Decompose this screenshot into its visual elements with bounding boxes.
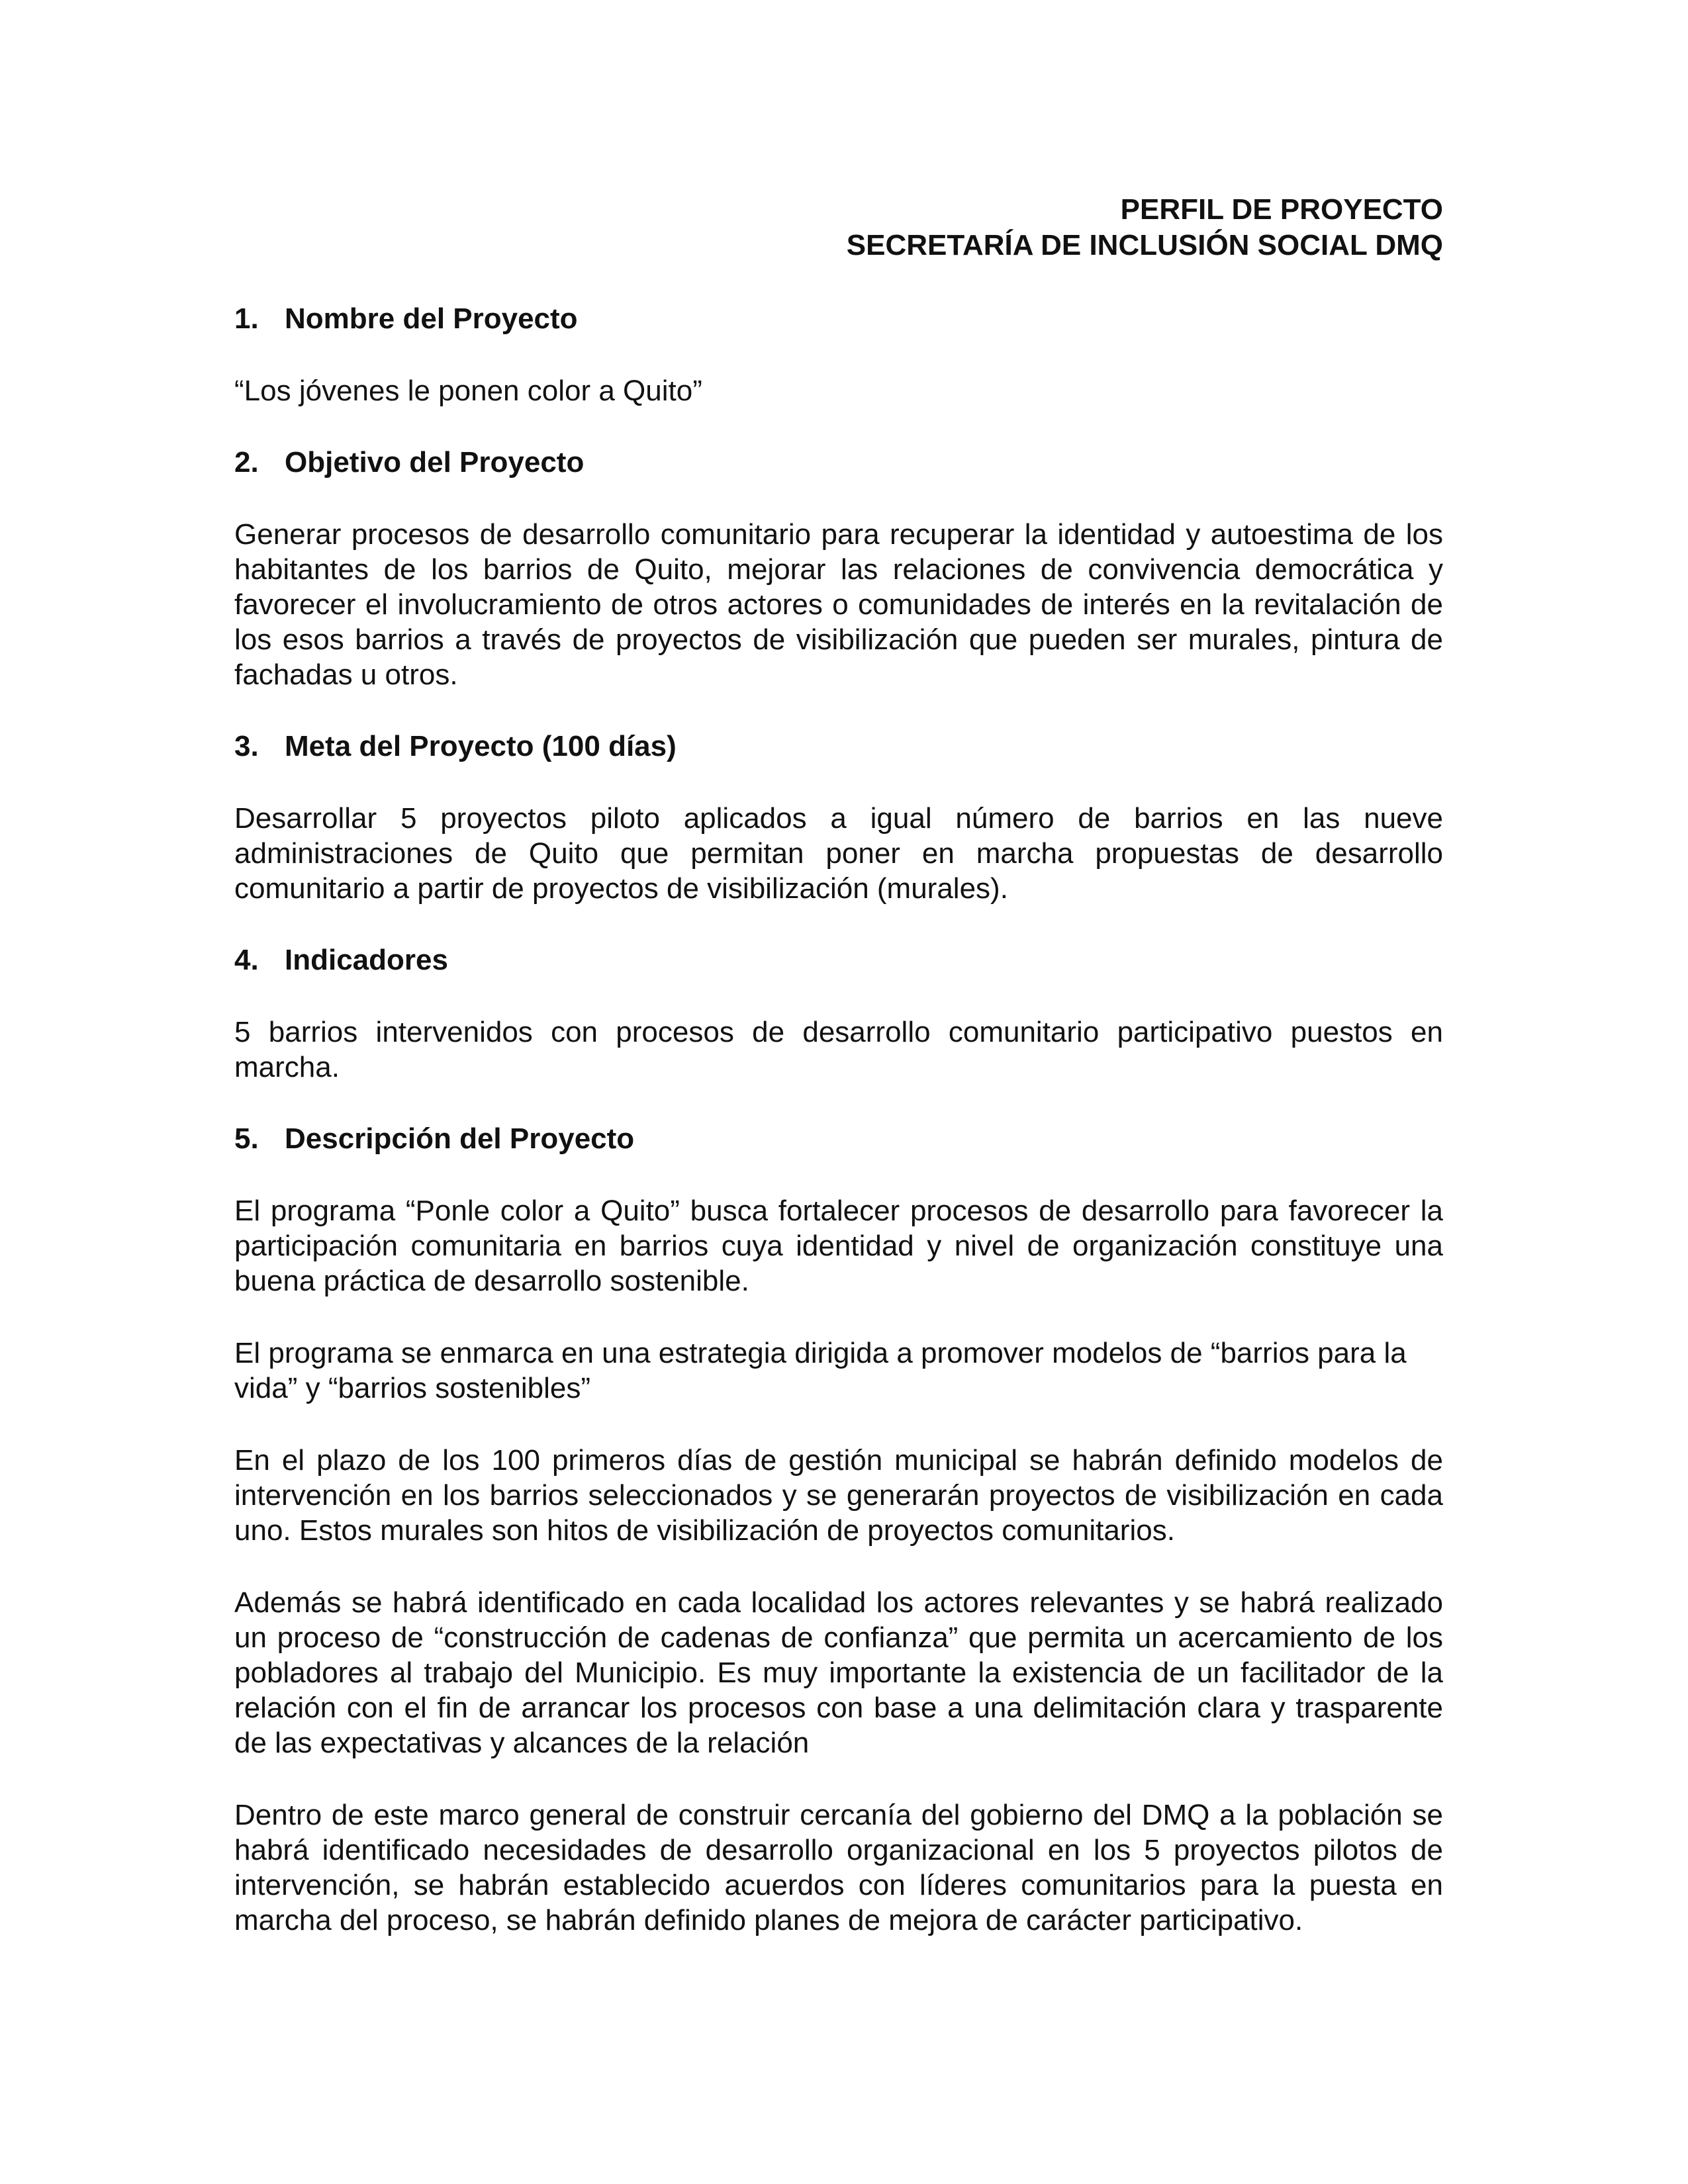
section-objetivo: [234, 445, 1443, 692]
header-title: PERFIL DE PROYECTO: [1120, 193, 1443, 226]
paragraph: Generar procesos de desarrollo comunitario para recuperar la identidad y autoestima de los habitantes de los barrios de Quito, mejorar las relaciones de convivencia democrática y favorecer el involucramiento de otros actores o comunidades de interés en la revitalación de los esos barrios a través de proyectos de visibilización que pueden ser murales, pintura de fachadas u otros.: [234, 518, 1443, 691]
paragraph: El programa “Ponle color a Quito” busca fortalecer procesos de desarrollo para favorecer la participación comunitaria en barrios cuya identidad y nivel de organización constituye una buena práctica de desarrollo sostenible.: [234, 1195, 1443, 1297]
section-heading: [234, 729, 1443, 764]
section-title: Nombre del Proyecto: [285, 302, 578, 335]
project-name: “Los jóvenes le ponen color a Quito”: [234, 375, 702, 407]
paragraph: 5 barrios intervenidos con procesos de desarrollo comunitario participativo puestos en marcha.: [234, 1016, 1443, 1083]
section-title: Indicadores: [285, 944, 448, 976]
section-title: Meta del Proyecto (100 días): [285, 730, 677, 762]
section-number: 3.: [234, 730, 259, 762]
section-title: Descripción del Proyecto: [285, 1122, 635, 1155]
section-heading: [234, 301, 1443, 336]
section-number: 2.: [234, 446, 259, 478]
paragraph: Desarrollar 5 proyectos piloto aplicados a igual número de barrios en las nueve administraciones de Quito que permitan poner en marcha propuestas de desarrollo comunitario a partir de proyectos de visibilización (murales).: [234, 802, 1443, 905]
document-header: [847, 192, 1443, 263]
section-heading: [234, 1121, 1443, 1156]
header-subtitle: SECRETARÍA DE INCLUSIÓN SOCIAL DMQ: [846, 229, 1443, 261]
paragraph: El programa se enmarca en una estrategia dirigida a promover modelos de “barrios para la vida” y “barrios sostenibles”: [234, 1337, 1407, 1404]
section-number: 4.: [234, 944, 259, 976]
section-number: 5.: [234, 1122, 259, 1155]
section-indicadores: [234, 942, 1443, 1085]
section-number: 1.: [234, 302, 259, 335]
section-nombre: [234, 301, 1443, 408]
paragraph: Dentro de este marco general de construir cercanía del gobierno del DMQ a la población se habrá identificado necesidades de desarrollo organizacional en los 5 proyectos pilotos de intervención, se habrán establecido acuerdos con líderes comunitarios para la puesta en marcha del proceso, se habrán definido planes de mejora de carácter participativo.: [234, 1799, 1443, 1936]
section-meta: [234, 729, 1443, 906]
paragraph: En el plazo de los 100 primeros días de gestión municipal se habrán definido modelos de intervención en los barrios seleccionados y se generarán proyectos de visibilización en cada uno. Estos murales son hitos de visibilización de proyectos comunitarios.: [234, 1444, 1443, 1547]
section-heading: [234, 445, 1443, 480]
section-heading: [234, 942, 1443, 978]
section-descripcion: [234, 1121, 1443, 1938]
section-title: Objetivo del Proyecto: [285, 446, 585, 478]
document-body: [234, 301, 1443, 1938]
paragraph: Además se habrá identificado en cada localidad los actores relevantes y se habrá realizado un proceso de “construcción de cadenas de confianza” que permita un acercamiento de los pobladores al trabajo del Municipio. Es muy importante la existencia de un facilitador de la relación con el fin de arrancar los procesos con base a una delimitación clara y trasparente de las expectativas y alcances de la relación: [234, 1586, 1443, 1759]
